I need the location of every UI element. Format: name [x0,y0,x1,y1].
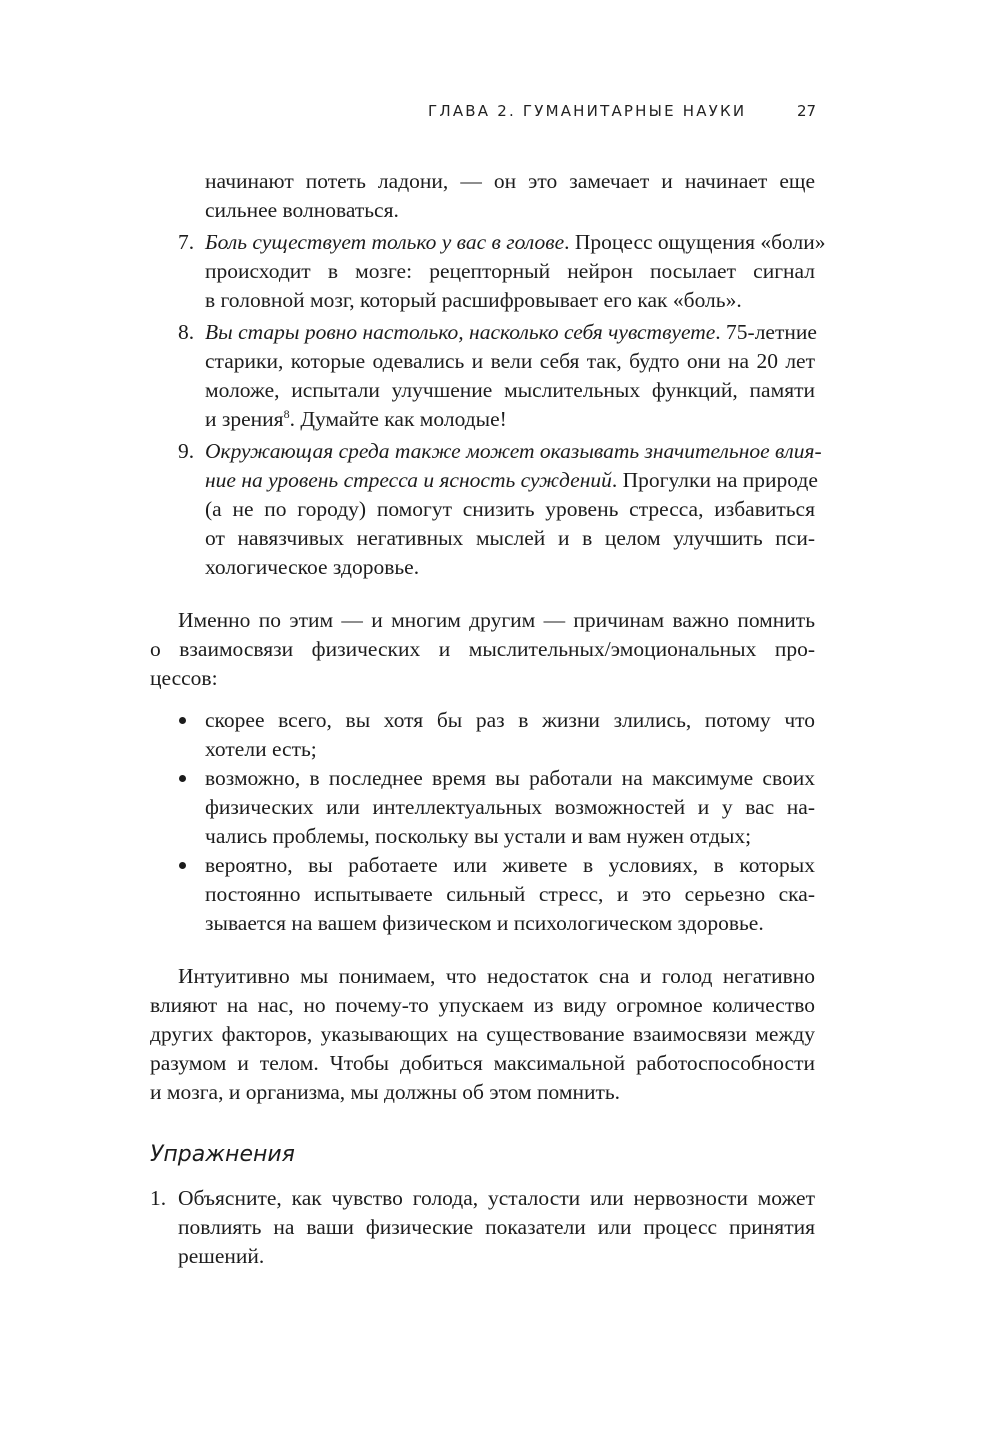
paragraph-line: Интуитивно мы понимаем, что недостаток сна и голод негативно [178,964,815,988]
italic-lead: ние на уровень стресса и ясность суждений [205,468,612,492]
list-item-line [205,318,817,347]
running-header [0,100,992,126]
list-item-number: 8. [178,320,195,344]
list-item-number: 9. [178,439,195,463]
paragraph-line: других факторов, указывающих на существование взаимосвязи между [150,1022,815,1046]
bullet-line: возможно, в последнее время вы работали на максимуме своих [205,766,815,790]
text-run: . Прогулки на природе [611,468,818,492]
paragraph-line: разумом и телом. Чтобы добиться максимальной работоспособности [150,1051,815,1075]
page-number: 27 [797,102,817,120]
paragraph-line: влияют на нас, но почему-то упускаем из виду огромное количество [150,993,815,1017]
list-item-line: от навязчивых негативных мыслей и в целом улучшить пси- [205,526,815,550]
bullet-line: хотели есть; [205,737,317,761]
exercise-line: повлиять на ваши физические показатели или процесс принятия [178,1215,815,1239]
text-run: . Думайте как молодые! [289,407,507,431]
text-run: . 75-летние [715,320,817,344]
bullet-icon [179,775,186,782]
list-item-line: происходит в мозге: рецепторный нейрон посылает сигнал [205,259,815,283]
chapter-title: ГЛАВА 2. ГУМАНИТАРНЫЕ НАУКИ [428,102,747,120]
paragraph-line: Именно по этим — и многим другим — причинам важно помнить [178,608,815,632]
bullet-icon [179,717,186,724]
bullet-line: вероятно, вы работаете или живете в условиях, в которых [205,853,815,877]
list-item-line: хологическое здоровье. [205,555,420,579]
list-item-line: моложе, испытали улучшение мыслительных функций, памяти [205,378,815,402]
list-item-line [205,405,507,434]
exercise-line: Объясните, как чувство голода, усталости или нервозности может [178,1186,815,1210]
italic-lead: Вы стары ровно настолько, насколько себя чувствуете [205,320,716,344]
list-item-continuation-line: сильнее волноваться. [205,198,399,222]
section-heading: Упражнения [150,1142,295,1167]
paragraph-line: цессов: [150,666,218,690]
italic-lead: Окружающая среда также может оказывать значительное влия- [205,439,822,463]
exercise-line: решений. [178,1244,265,1268]
footnote-ref[interactable]: 8 [283,406,290,421]
list-item-continuation-line: начинают потеть ладони, — он это замечает и начинает еще [205,169,815,193]
list-item-line [205,228,826,257]
italic-lead: Боль существует только у вас в голове [205,230,565,254]
bullet-line: скорее всего, вы хотя бы раз в жизни злились, потому что [205,708,815,732]
paragraph-line: о взаимосвязи физических и мыслительных/эмоциональных про- [150,637,815,661]
text-run: . Процесс ощущения «боли» [564,230,826,254]
text-run: и зрения [205,407,284,431]
list-item-line: старики, которые одевались и вели себя так, будто они на 20 лет [205,349,815,373]
bullet-line: зывается на вашем физическом и психологическом здоровье. [205,911,764,935]
list-item-number: 7. [178,230,195,254]
bullet-icon [179,862,186,869]
bullet-line: чались проблемы, поскольку вы устали и вам нужен отдых; [205,824,752,848]
paragraph-line: и мозга, и организма, мы должны об этом помнить. [150,1080,621,1104]
list-item-line [205,466,818,495]
bullet-line: физических или интеллектуальных возможностей и у вас на- [205,795,815,819]
list-item-line: в головной мозг, который расшифровывает его как «боль». [205,288,742,312]
list-item-line: (а не по городу) помогут снизить уровень стресса, избавиться [205,497,815,521]
bullet-line: постоянно испытываете сильный стресс, и это серьезно ска- [205,882,815,906]
exercise-number: 1. [150,1186,167,1210]
